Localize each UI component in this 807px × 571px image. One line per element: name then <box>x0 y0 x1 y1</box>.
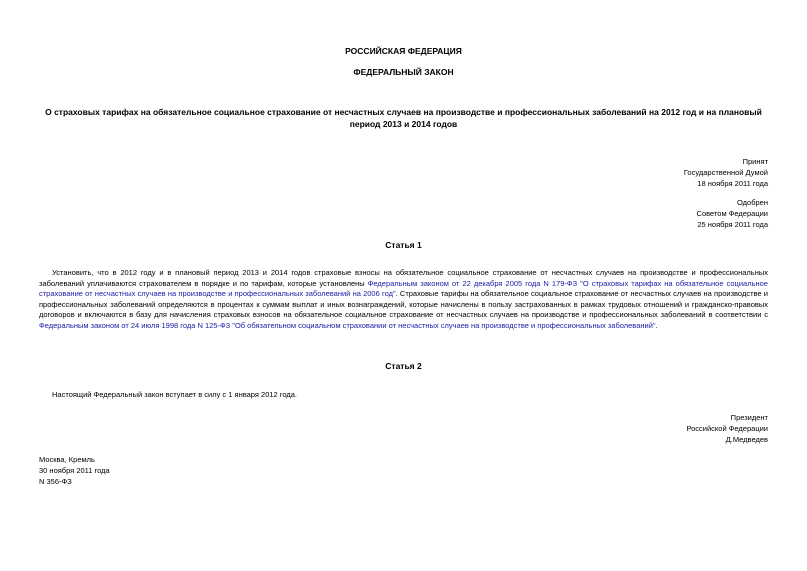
country-heading: РОССИЙСКАЯ ФЕДЕРАЦИЯ <box>345 46 462 56</box>
article1-heading: Статья 1 <box>385 240 422 250</box>
article1-text-c: . <box>655 320 658 330</box>
adopted-body: Государственной Думой <box>683 168 768 177</box>
approved-label: Одобрен <box>737 198 768 207</box>
place-city: Москва, Кремль <box>39 455 95 464</box>
signature-block <box>468 412 768 445</box>
page-title: О страховых тарифах на обязательное социальное страхование от несчастных случаев на производстве и профессиональных заболеваний на 2012 год и на плановый период 2013 и 2014 годов <box>45 107 762 129</box>
article1-paragraph <box>39 268 768 332</box>
place-date: 30 ноября 2011 года <box>39 465 110 475</box>
approved-block <box>468 197 768 230</box>
article2-text: Настоящий Федеральный закон вступает в силу с 1 января 2012 года. <box>52 390 297 399</box>
adopted-block <box>468 156 768 189</box>
approved-body: Советом Федерации <box>696 209 768 218</box>
law-125-fz-link[interactable]: Федеральным законом от 24 июля 1998 года N 125-ФЗ "Об обязательном социальном страховании от несчастных случаев на производстве и профессиональных заболеваний" <box>39 320 656 330</box>
article1-text-b: . Страховые тарифы на обязательное социальное страхование от несчастных случаев на производстве и профессиональных заболеваний определяются в процентах к суммам выплат и иных вознаграждений, которые начислены в пользу застрахованных в рамках трудовых отношений и гражданско-правовых договоров и включаются в базу для начисления страховых взносов на обязательное социальное страхование от несчастных случаев на производстве и профессиональных заболеваний в соответствии с <box>39 289 768 320</box>
place-date-block <box>39 455 339 487</box>
law-number: N 356-ФЗ <box>39 476 72 486</box>
law-179-fz-link[interactable]: Федеральным законом от 22 декабря 2005 года N 179-ФЗ "О страховых тарифах на обязательное социальное страхование от несчастных случаев на производстве и профессиональных заболеваний на 2006 год" <box>39 278 768 299</box>
signature-name: Д.Медведев <box>725 435 768 444</box>
article2-paragraph <box>39 390 768 401</box>
adopted-date: 18 ноября 2011 года <box>697 179 768 188</box>
signature-title: Президент <box>730 413 768 422</box>
article1-text-a: Установить, что в 2012 году и в плановый период 2013 и 2014 годов страховые взносы на обязательное социальное страхование от несчастных случаев на производстве и профессиональных заболеваний уплачиваются страхователем в порядке и по тарифам, которые установлены <box>39 268 768 288</box>
doc-type-heading: ФЕДЕРАЛЬНЫЙ ЗАКОН <box>353 67 454 77</box>
approved-date: 25 ноября 2011 года <box>697 220 768 229</box>
article2-heading: Статья 2 <box>385 361 422 371</box>
adopted-label: Принят <box>742 157 768 166</box>
signature-country: Российской Федерации <box>686 424 768 433</box>
